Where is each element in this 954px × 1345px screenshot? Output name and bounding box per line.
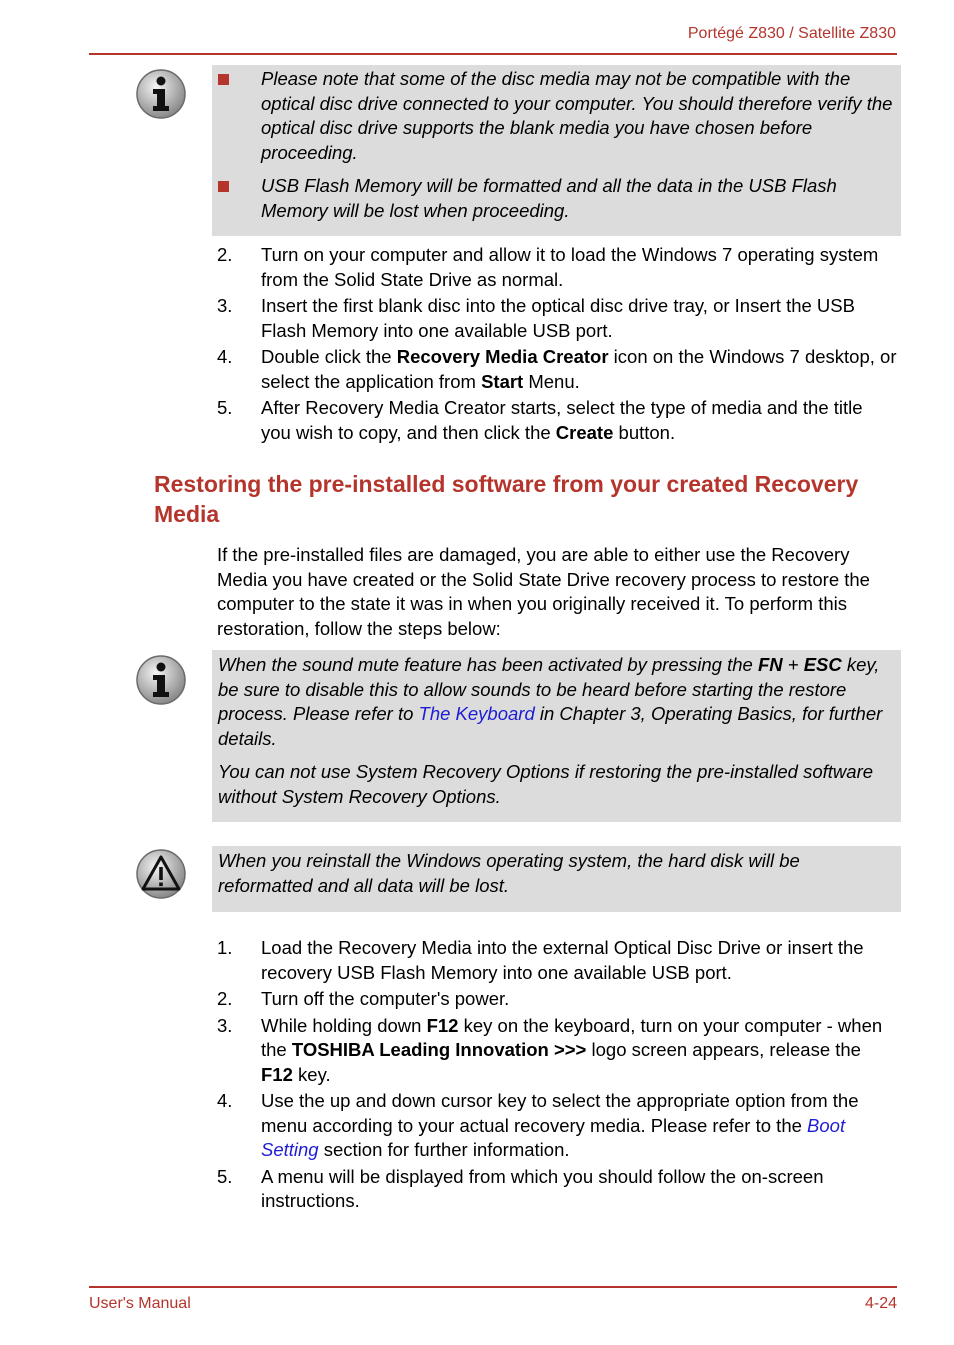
- step-text: key on the keyboard, turn on your computer - when the: [261, 1014, 883, 1060]
- footer-rule: [89, 1286, 897, 1288]
- note-bullet: [212, 67, 901, 165]
- list-item: [217, 936, 897, 985]
- step-text: Load the Recovery Media into the external Optical Disc Drive or insert the recovery USB Flash Memory into one available USB port.: [261, 937, 864, 983]
- key-name: F12: [426, 1014, 459, 1036]
- ui-term: Start: [481, 370, 524, 392]
- bullet-square-icon: [218, 181, 229, 192]
- step-text: Double click the: [261, 346, 397, 367]
- note-box-restore: [212, 650, 901, 822]
- footer-manual-title: User's Manual: [89, 1295, 191, 1312]
- boot-setting-link[interactable]: Boot Setting: [261, 1114, 846, 1160]
- note-text: When the sound mute feature has been activated by pressing the: [218, 654, 758, 675]
- step-text: button.: [613, 421, 676, 443]
- step-number: 3.: [217, 1014, 233, 1036]
- note-text: in Chapter 3, Operating Basics, for further details.: [218, 703, 883, 749]
- list-item: [217, 294, 897, 343]
- keyboard-link[interactable]: The Keyboard: [418, 703, 535, 724]
- step-number: 5.: [217, 1165, 233, 1187]
- step-text: Turn on your computer and allow it to load the Windows 7 operating system from the Solid State Drive as normal.: [261, 244, 879, 290]
- section-heading: Restoring the pre-installed software from your created Recovery Media: [154, 471, 859, 527]
- step-number: 4.: [217, 346, 233, 367]
- list-item: [217, 396, 897, 445]
- bullet-square-icon: [218, 74, 229, 85]
- steps-list-restore: [217, 936, 897, 1214]
- step-text: section for further information.: [318, 1139, 570, 1160]
- steps-list-create-media: [217, 243, 897, 445]
- key-name: FN: [757, 654, 783, 675]
- step-number: 2.: [217, 988, 233, 1009]
- step-text: Use the up and down cursor key to select the appropriate option from the menu according to your actual recovery media. Please refer to the: [261, 1090, 859, 1136]
- list-item: [217, 987, 897, 1012]
- key-name: F12: [261, 1063, 293, 1085]
- note-box-media: [212, 65, 901, 236]
- step-number: 2.: [217, 244, 233, 265]
- step-text: icon on the Windows 7 desktop, or select the application from: [261, 346, 897, 392]
- list-item: [217, 1089, 897, 1163]
- step-number: 5.: [217, 397, 233, 418]
- step-text: key.: [292, 1063, 331, 1085]
- ui-term: Recovery Media Creator: [396, 346, 609, 367]
- page-number: 4-24: [864, 1295, 897, 1312]
- note-paragraph: [212, 653, 901, 751]
- warning-box: [212, 846, 901, 912]
- warning-icon: [135, 848, 187, 900]
- list-item: [217, 345, 897, 394]
- list-item: [217, 1014, 897, 1088]
- note-bullet-text: Please note that some of the disc media may not be compatible with the optical disc drive connected to your computer. You should therefore verify the optical disc drive supports the blank media you have chosen before proceeding.: [261, 68, 893, 163]
- key-name: ESC: [803, 654, 842, 675]
- step-number: 1.: [217, 937, 233, 958]
- ui-term: Create: [555, 421, 614, 443]
- running-header: Portégé Z830 / Satellite Z830: [687, 25, 896, 42]
- info-icon: [135, 68, 187, 120]
- list-item: [217, 1165, 897, 1214]
- note-bullet-text: USB Flash Memory will be formatted and all the data in the USB Flash Memory will be lost when proceeding.: [261, 175, 837, 221]
- header-rule: [89, 53, 897, 55]
- step-text: A menu will be displayed from which you should follow the on-screen instructions.: [261, 1165, 824, 1211]
- step-text: logo screen appears, release the: [586, 1039, 861, 1060]
- step-text: Insert the first blank disc into the optical disc drive tray, or Insert the USB Flash Memory into one available USB port.: [261, 295, 855, 341]
- note-text: key, be sure to disable this to allow sounds to be heard before starting the restore process. Please refer to: [218, 654, 880, 724]
- warning-text: When you reinstall the Windows operating system, the hard disk will be reformatted and all data will be lost.: [218, 850, 800, 896]
- step-number: 4.: [217, 1090, 233, 1111]
- note-paragraph: You can not use System Recovery Options if restoring the pre-installed software without System Recovery Options.: [218, 761, 874, 807]
- info-icon: [135, 654, 187, 706]
- step-text: Menu.: [523, 370, 580, 392]
- logo-text: TOSHIBA Leading Innovation >>>: [291, 1039, 587, 1060]
- section-intro: If the pre-installed files are damaged, you are able to either use the Recovery Media you have created or the Solid State Drive recovery process to restore the computer to the state it was in when you originally received it. To perform this restoration, follow the steps below:: [217, 544, 870, 639]
- step-text: Turn off the computer's power.: [261, 988, 510, 1009]
- step-number: 3.: [217, 295, 233, 316]
- step-text: While holding down: [261, 1014, 427, 1036]
- list-item: [217, 243, 897, 292]
- note-bullet: [212, 174, 901, 223]
- note-text: +: [782, 654, 804, 675]
- step-text: After Recovery Media Creator starts, select the type of media and the title you wish to copy, and then click the: [261, 397, 863, 443]
